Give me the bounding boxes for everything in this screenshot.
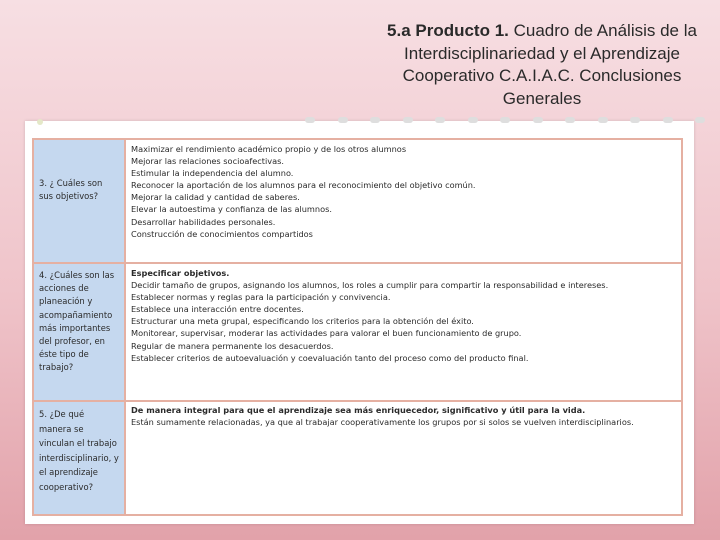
answer-line: Mejorar las relaciones socioafectivas. bbox=[131, 156, 285, 167]
answer-line: Desarrollar habilidades personales. bbox=[131, 216, 276, 227]
answer-line: Estimular la independencia del alumno. bbox=[131, 168, 294, 179]
answer-line: Reconocer la aportación de los alumnos para el reconocimiento del objetivo común. bbox=[131, 180, 476, 191]
answer-line: Especificar objetivos. bbox=[131, 268, 230, 278]
question-text: 3. ¿ Cuáles son sus objetivos? bbox=[39, 178, 103, 201]
analysis-table bbox=[32, 138, 683, 516]
answer-line: Establecer criterios de autoevaluación y coevaluación tanto del proceso como del producto final. bbox=[131, 352, 529, 363]
answer-line: Regular de manera permanente los desacuerdos. bbox=[131, 340, 334, 351]
slide-title-bold: 5.a Producto 1. bbox=[387, 21, 509, 40]
answer-cell bbox=[125, 263, 682, 401]
answer-line: Mejorar la calidad y cantidad de saberes. bbox=[131, 192, 300, 203]
answer-cell bbox=[125, 139, 682, 263]
document-sheet bbox=[25, 121, 694, 524]
answer-line: Monitorear, supervisar, moderar las actividades para valorar el buen funcionamiento de grupo. bbox=[131, 328, 522, 339]
table-row bbox=[33, 401, 682, 515]
decorative-dot bbox=[37, 119, 43, 125]
answer-line: Establecer normas y reglas para la participación y convivencia. bbox=[131, 292, 391, 303]
slide-title-rest: Cuadro de Análisis de la Interdisciplinariedad y el Aprendizaje Cooperativo C.A.I.A.C. Conclusiones Generales bbox=[402, 21, 697, 108]
answer-line: Estructurar una meta grupal, especificando los criterios para la obtención del éxito. bbox=[131, 316, 474, 327]
answer-line: Elevar la autoestima y confianza de las alumnos. bbox=[131, 204, 332, 215]
answer-line: Decidir tamaño de grupos, asignando los alumnos, los roles a cumplir para compartir la responsabilidad e intereses. bbox=[131, 280, 609, 291]
question-cell bbox=[33, 263, 125, 401]
answer-cell bbox=[125, 401, 682, 515]
question-text: 4. ¿Cuáles son las acciones de planeación y acompañamiento más importantes del profesor, en éste tipo de trabajo? bbox=[39, 270, 115, 373]
table-row bbox=[33, 263, 682, 401]
answer-line: Están sumamente relacionadas, ya que al trabajar cooperativamente los grupos por si solos se vuelven interdisciplinarios. bbox=[131, 416, 634, 427]
table-row bbox=[33, 139, 682, 263]
answer-line: Construcción de conocimientos compartidos bbox=[131, 228, 313, 239]
decorative-dots bbox=[305, 113, 705, 127]
question-cell bbox=[33, 139, 125, 263]
answer-line: De manera integral para que el aprendizaje sea más enriquecedor, significativo y útil para la vida. bbox=[131, 405, 586, 415]
question-cell bbox=[33, 401, 125, 515]
answer-line: Maximizar el rendimiento académico propio y de los otros alumnos bbox=[131, 144, 407, 154]
answer-line: Establece una interacción entre docentes. bbox=[131, 304, 304, 315]
question-text: 5. ¿De qué manera se vinculan el trabajo interdisciplinario, y el aprendizaje cooperativo? bbox=[39, 409, 119, 492]
slide-title bbox=[372, 20, 712, 110]
